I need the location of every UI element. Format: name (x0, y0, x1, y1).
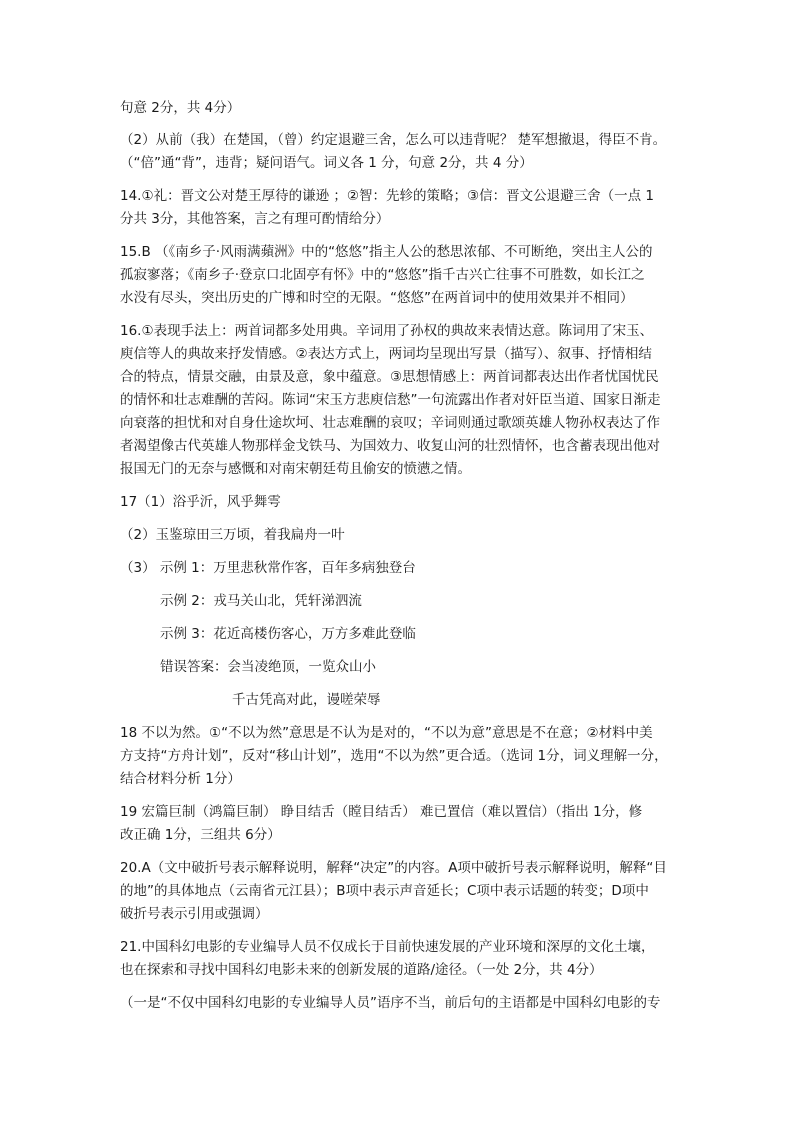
text-line: 17（1）浴乎沂，风乎舞雩 (120, 494, 281, 510)
text-line: （2）从前（我）在楚国，（曾）约定退避三舍，怎么可以违背呢？ 楚军想撤退，得臣不肯。 (120, 132, 667, 148)
text-line: （2）玉鉴琼田三万顷，着我扁舟一叶 (120, 527, 345, 543)
text-line: 19 宏篇巨制（鸿篇巨制） 睁目结舌（瞠目结舌） 难已置信（难以置信）（指出 1分，修 (120, 804, 643, 820)
text-line: （“倍”通“背”，违背；疑问语气。词义各 1 分，句意 2分，共 4 分） (120, 155, 533, 171)
text-line: （3） 示例 1：万里悲秋常作客，百年多病独登台 (120, 560, 416, 576)
text-line: 16.①表现手法上：两首词都多处用典。辛词用了孙权的典故来表情达意。陈词用了宋玉、 (120, 323, 654, 339)
text-line: 分共 3分，其他答案，言之有理可酌情给分） (120, 211, 390, 227)
text-line: 也在探索和寻找中国科幻电影未来的创新发展的道路/途径。（一处 2分，共 4分） (120, 962, 603, 978)
text-line: 方支持“方舟计划”，反对“移山计划”，选用“不以为然”更合适。（选词 1分，词义理解一分， (120, 748, 668, 764)
text-line: 破折号表示引用或强调） (120, 906, 269, 922)
text-line: 庾信等人的典故来抒发情感。②表达方式上，两词均呈现出写景（描写）、叙事、抒情相结 (120, 346, 652, 362)
text-line: 孤寂寥落；《南乡子·登京口北固亭有怀》中的“悠悠”指千古兴亡往事不可胜数，如长江之 (120, 267, 645, 283)
text-line: 示例 3：花近高楼伤客心，万方多难此登临 (160, 626, 416, 642)
text-line: 报国无门的无奈与感慨和对南宋朝廷苟且偷安的愤懑之情。 (120, 461, 471, 477)
text-line: 的情怀和壮志难酬的苦闷。陈词“宋玉方悲庾信愁”一句流露出作者对奸臣当道、国家日渐走 (120, 392, 661, 408)
text-line: 水没有尽头，突出历史的广博和时空的无限。“悠悠”在两首词中的使用效果并不相同） (120, 290, 634, 306)
text-line: 合的特点，情景交融，由景及意，象中蕴意。③思想情感上：两首词都表达出作者忧国忧民 (120, 369, 659, 385)
text-line: （一是“不仅中国科幻电影的专业编导人员”语序不当，前后句的主语都是中国科幻电影的专 (120, 995, 661, 1011)
text-line: 千古凭高对此，谩嗟荣辱 (232, 692, 381, 708)
text-line: 改正确 1分，三组共 6分） (120, 827, 281, 843)
text-line: 结合材料分析 1分） (120, 771, 241, 787)
text-line: 的地”的具体地点（云南省元江县）；B项中表示声音延长；C项中表示话题的转变；D项中 (120, 883, 649, 899)
text-line: 18 不以为然。①“不以为然”意思是不认为是对的，“不以为意”意思是不在意；②材料中美 (120, 725, 653, 741)
text-line: 21.中国科幻电影的专业编导人员不仅成长于目前快速发展的产业环境和深厚的文化土壤， (120, 939, 655, 955)
text-line: 15.B （《南乡子·风雨满蘋洲》中的“悠悠”指主人公的愁思浓郁、不可断绝，突出主人公的 (120, 244, 653, 260)
text-line: 示例 2：戎马关山北，凭轩涕泗流 (160, 593, 362, 609)
text-line: 20.A（文中破折号表示解释说明，解释“决定”的内容。A项中破折号表示解释说明，解释“目 (120, 860, 667, 876)
text-line: 向衰落的担忧和对自身仕途坎坷、壮志难酬的哀叹；辛词则通过歌颂英雄人物孙权表达了作 (120, 415, 660, 431)
text-line: 句意 2分，共 4分） (120, 100, 241, 116)
text-line: 者渴望像古代英雄人物那样金戈铁马、为国效力、收复山河的壮烈情怀，也含蓄表现出他对 (120, 438, 660, 454)
text-line: 14.①礼：晋文公对楚王厚待的谦逊 ；②智：先轸的策略；③信：晋文公退避三舍（一点 1 (120, 188, 654, 204)
text-line: 错误答案：会当凌绝顶，一览众山小 (160, 659, 376, 675)
